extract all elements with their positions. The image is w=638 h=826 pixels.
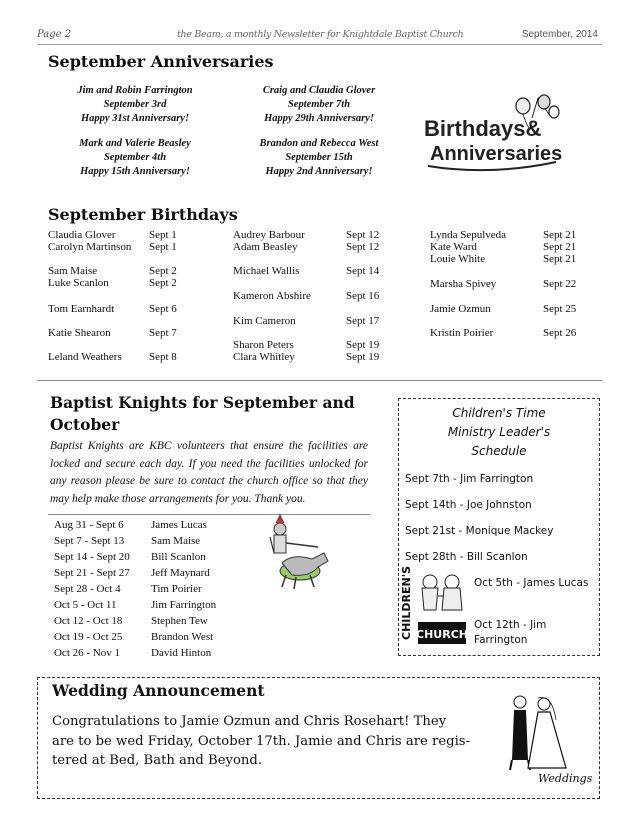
birthday-date: Sept 17 xyxy=(346,315,380,327)
anniversary-names: Brandon and Rebecca West xyxy=(259,138,379,149)
birthday-date: Sept 26 xyxy=(543,327,577,339)
weddings-logo-text: Weddings xyxy=(538,772,593,785)
newsletter-title: the Beam, a monthly Newsletter for Knightdale Baptist Church xyxy=(177,29,464,40)
anniversary-date: September 4th xyxy=(103,152,167,163)
bride-and-groom-icon xyxy=(510,696,566,770)
anniversary-names: Craig and Claudia Glover xyxy=(262,85,376,96)
schedule-range: Sept 14 - Sept 20 xyxy=(54,551,130,563)
wedding-heading: Wedding Announcement xyxy=(52,681,265,700)
schedule-range: Aug 31 - Sept 6 xyxy=(54,519,124,531)
birthday-name: Audrey Barbour xyxy=(233,229,305,241)
birthday-date: Sept 8 xyxy=(149,351,177,363)
birthday-name: Clara Whitley xyxy=(233,351,295,363)
birthday-date: Sept 2 xyxy=(149,277,177,289)
knight-on-horse-icon xyxy=(262,513,332,593)
birthday-date: Sept 19 xyxy=(346,351,380,363)
anniversary-years: Happy 2nd Anniversary! xyxy=(265,166,373,177)
schedule-item: Sept 28th - Bill Scanlon xyxy=(405,551,528,563)
birthday-date: Sept 19 xyxy=(346,339,380,351)
birthday-date: Sept 21 xyxy=(543,241,577,253)
birthday-date: Sept 7 xyxy=(149,327,177,339)
birthday-date: Sept 2 xyxy=(149,265,177,277)
birthday-date: Sept 25 xyxy=(543,303,577,315)
schedule-range: Oct 12 - Oct 18 xyxy=(54,615,123,627)
schedule-name: Jim Farrington xyxy=(151,599,217,611)
wedding-text-line: are to be wed Friday, October 17th. Jamie and Chris are regis- xyxy=(52,733,471,749)
title-line: Children's Time xyxy=(452,406,546,420)
knights-heading: Baptist Knights for September and October xyxy=(50,393,355,434)
schedule-name: Brandon West xyxy=(151,631,214,643)
birthday-date: Sept 21 xyxy=(543,253,577,265)
logo-word-church: CHURCH xyxy=(416,628,468,641)
birthday-date: Sept 16 xyxy=(346,290,380,302)
birthday-name: Michael Wallis xyxy=(233,265,300,277)
wedding-text-line: Congratulations to Jamie Ozmun and Chris Rosehart! They xyxy=(52,714,447,729)
birthday-date: Sept 22 xyxy=(543,278,577,290)
logo-line-2: Anniversaries xyxy=(430,143,563,165)
birthday-name: Claudia Glover xyxy=(48,229,116,241)
schedule-name: Jeff Maynard xyxy=(151,567,210,579)
birthday-date: Sept 1 xyxy=(149,229,177,241)
schedule-range: Sept 28 - Oct 4 xyxy=(54,583,121,595)
birthday-name: Carolyn Martinson xyxy=(48,241,132,253)
page-number: Page 2 xyxy=(37,29,72,40)
anniversary-entry xyxy=(219,84,419,126)
birthday-name: Leland Weathers xyxy=(48,351,122,363)
children-figures-icon xyxy=(422,575,462,610)
anniversary-date: September 7th xyxy=(287,99,351,110)
issue-date: September, 2014 xyxy=(521,29,598,40)
logo-line-1: Birthdays& xyxy=(424,116,542,141)
schedule-range: Sept 21 - Sept 27 xyxy=(54,567,130,579)
birthday-name: Kim Cameron xyxy=(233,315,296,327)
schedule-item: Sept 21st - Monique Mackey xyxy=(405,525,554,537)
logo-word-childrens: CHILDREN'S xyxy=(400,566,413,640)
wedding-text xyxy=(52,712,480,771)
schedule-item: Oct 5th - James Lucas xyxy=(474,577,589,589)
wedding-text-line: tered at Bed, Bath and Beyond. xyxy=(52,753,263,768)
anniversary-date: September 3rd xyxy=(103,99,167,110)
birthday-name: Katie Shearon xyxy=(48,327,111,339)
birthday-name: Kameron Abshire xyxy=(233,290,311,302)
birthday-name: Luke Scanlon xyxy=(48,277,109,289)
birthday-name: Kate Ward xyxy=(430,241,477,253)
birthday-date: Sept 12 xyxy=(346,241,380,253)
schedule-range: Oct 5 - Oct 11 xyxy=(54,599,117,611)
anniversary-entry xyxy=(35,84,235,126)
birthday-date: Sept 21 xyxy=(543,229,577,241)
anniversary-entry xyxy=(35,137,235,179)
schedule-range: Oct 19 - Oct 25 xyxy=(54,631,123,643)
anniversary-names: Jim and Robin Farrington xyxy=(77,85,193,96)
birthday-name: Sam Maise xyxy=(48,265,98,277)
weddings-logo xyxy=(494,690,593,785)
header-divider xyxy=(37,44,602,45)
birthday-name: Lynda Sepulveda xyxy=(430,229,507,241)
schedule-name: James Lucas xyxy=(151,519,207,531)
schedule-item: Oct 12th - Jim Farrington xyxy=(474,619,547,646)
title-line: Schedule xyxy=(471,444,527,458)
birthday-name: Adam Beasley xyxy=(233,241,298,253)
birthday-date: Sept 1 xyxy=(149,241,177,253)
title-line: Ministry Leader's xyxy=(447,425,551,439)
anniversary-date: September 15th xyxy=(285,152,353,163)
schedule-item: Sept 14th - Joe Johnston xyxy=(405,499,532,511)
schedule-name: Bill Scanlon xyxy=(151,551,206,563)
anniversaries-heading: September Anniversaries xyxy=(48,52,274,71)
anniversary-entry xyxy=(219,137,419,179)
anniversary-years: Happy 15th Anniversary! xyxy=(80,166,190,177)
schedule-name: Stephen Tew xyxy=(151,615,208,627)
anniversary-years: Happy 31st Anniversary! xyxy=(80,113,190,124)
childrens-box-title xyxy=(399,404,599,461)
birthdays-anniversaries-logo xyxy=(420,96,563,176)
birthday-date: Sept 14 xyxy=(346,265,380,277)
birthday-name: Kristin Poirier xyxy=(430,327,494,339)
birthday-name: Tom Earnhardt xyxy=(48,303,115,315)
birthday-date: Sept 12 xyxy=(346,229,380,241)
section-divider xyxy=(37,380,602,381)
schedule-range: Oct 26 - Nov 1 xyxy=(54,647,120,659)
anniversary-names: Mark and Valerie Beasley xyxy=(79,138,191,149)
birthday-name: Marsha Spivey xyxy=(430,278,497,290)
schedule-name: Sam Maise xyxy=(151,535,201,547)
birthday-name: Jamie Ozmun xyxy=(430,303,491,315)
birthday-name: Sharon Peters xyxy=(233,339,294,351)
knights-description: Baptist Knights are KBC volunteers that ensure the facilities are locked and secure each day. If you need the facilities unlocked for any reason please be sure to contact the church office so that they may help make those arrangements for you. Thank you. xyxy=(50,440,368,505)
anniversary-years: Happy 29th Anniversary! xyxy=(264,113,374,124)
birthday-date: Sept 6 xyxy=(149,303,177,315)
schedule-name: David Hinton xyxy=(151,647,212,659)
birthdays-heading: September Birthdays xyxy=(48,205,238,224)
schedule-range: Sept 7 - Sept 13 xyxy=(54,535,125,547)
schedule-item: Sept 7th - Jim Farrington xyxy=(405,473,534,485)
page-header xyxy=(37,26,602,44)
birthday-name: Louie White xyxy=(430,253,486,265)
schedule-name: Tim Poirier xyxy=(151,583,202,595)
childrens-church-logo xyxy=(400,566,470,650)
